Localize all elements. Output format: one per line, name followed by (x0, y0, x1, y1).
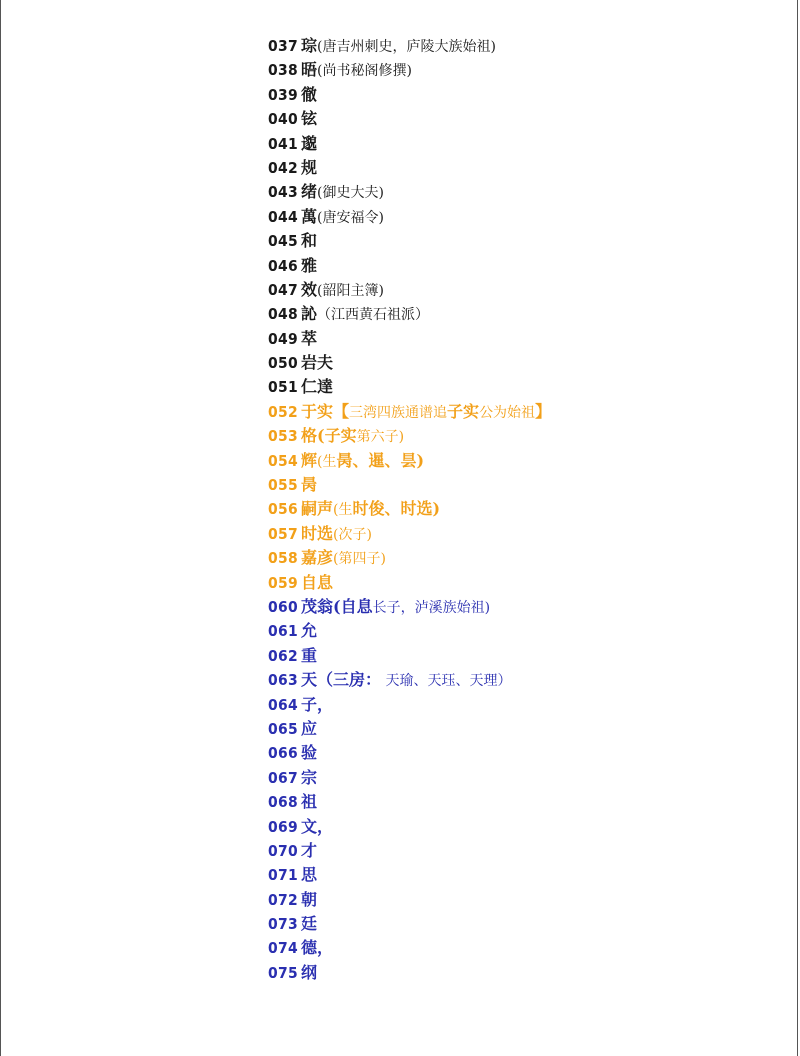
ancestor-note: 天瑜、天珏、天理） (381, 673, 512, 690)
list-item (268, 229, 551, 253)
list-item (268, 400, 551, 424)
generation-number: 058 (268, 549, 299, 568)
generation-number: 040 (268, 110, 299, 129)
generation-number: 070 (268, 841, 299, 860)
list-item (268, 156, 551, 180)
generation-number: 051 (268, 378, 299, 397)
ancestor-name: 祖 (301, 792, 318, 812)
ancestor-name: 晤 (301, 60, 318, 80)
ancestor-name: 允 (301, 621, 318, 641)
list-item (268, 790, 551, 814)
ancestor-name: 绪 (301, 182, 318, 202)
ancestor-name: 萃 (301, 328, 318, 348)
ancestor-note: (第四子) (333, 551, 386, 568)
list-item (268, 473, 551, 497)
list-item (268, 449, 551, 473)
ancestor-name: 文， (301, 816, 334, 836)
ancestor-name: 验 (301, 743, 318, 763)
ancestor-note: (生 (333, 502, 353, 519)
generation-number: 072 (268, 890, 299, 909)
list-item (268, 278, 551, 302)
ancestor-name: 訫 (301, 304, 318, 324)
generation-number: 061 (268, 622, 299, 641)
generation-number: 071 (268, 866, 299, 885)
ancestor-name: 雅 (301, 255, 318, 275)
ancestor-note: (唐安福令) (317, 209, 384, 226)
ancestor-name: 思 (301, 865, 318, 885)
ancestor-name: 琮 (301, 36, 318, 55)
list-item (268, 693, 551, 717)
ancestor-name: 铉 (301, 109, 318, 129)
list-item (268, 815, 551, 839)
ancestor-name: 于实 (301, 401, 334, 421)
generation-number: 063 (268, 671, 299, 690)
generation-number: 057 (268, 524, 299, 543)
generation-number: 067 (268, 768, 299, 787)
genealogy-list (268, 34, 551, 985)
generation-number: 066 (268, 744, 299, 763)
generation-number: 075 (268, 963, 299, 982)
list-item (268, 34, 551, 58)
ancestor-note: 子实 (447, 401, 480, 421)
generation-number: 039 (268, 85, 299, 104)
generation-number: 045 (268, 232, 299, 251)
list-item (268, 351, 551, 375)
ancestor-name: 岩夫 (301, 353, 334, 373)
ancestor-note: 时俊、时选) (352, 499, 441, 519)
ancestor-note: (次子) (333, 526, 372, 543)
ancestor-name: 重 (301, 645, 318, 665)
list-item (268, 83, 551, 107)
generation-number: 043 (268, 183, 299, 202)
generation-number: 041 (268, 134, 299, 153)
ancestor-note: (尚书秘阁修撰) (317, 63, 412, 80)
list-item (268, 327, 551, 351)
generation-number: 054 (268, 451, 299, 470)
list-item (268, 863, 551, 887)
list-item (268, 254, 551, 278)
ancestor-note: 三湾四族通谱追 (349, 404, 448, 421)
list-item (268, 58, 551, 82)
ancestor-note: (唐吉州刺史，庐陵大族始祖) (317, 39, 496, 55)
ancestor-name: 茂翁 (301, 596, 334, 616)
list-item (268, 180, 551, 204)
ancestor-name: 时选 (301, 523, 334, 543)
ancestor-note: 公为始祖 (479, 404, 536, 421)
ancestor-name: 纲 (301, 962, 318, 982)
generation-number: 059 (268, 573, 299, 592)
ancestor-note: 长子，泸溪族始祖) (372, 599, 491, 616)
ancestor-name: 和 (301, 231, 318, 251)
ancestor-name: 昺 (301, 475, 318, 495)
generation-number: 060 (268, 597, 299, 616)
ancestor-note: 】 (535, 401, 552, 421)
ancestor-name: 效 (301, 279, 318, 299)
list-item (268, 936, 551, 960)
generation-number: 065 (268, 719, 299, 738)
list-item (268, 668, 551, 692)
ancestor-note: 子实 (324, 426, 357, 446)
generation-number: 046 (268, 256, 299, 275)
list-item (268, 741, 551, 765)
generation-number: 053 (268, 427, 299, 446)
generation-number: 064 (268, 695, 299, 714)
ancestor-name: 辉 (301, 450, 318, 470)
ancestor-name: 才 (301, 840, 318, 860)
list-item (268, 839, 551, 863)
list-item (268, 497, 551, 521)
list-item (268, 595, 551, 619)
ancestor-name: 嗣声 (301, 499, 334, 519)
generation-number: 044 (268, 207, 299, 226)
ancestor-name: 萬 (301, 206, 318, 226)
generation-number: 055 (268, 476, 299, 495)
generation-number: 042 (268, 158, 299, 177)
ancestor-note: 第六子) (356, 429, 405, 446)
ancestor-name: 天 (301, 670, 318, 690)
ancestor-name: 邈 (301, 133, 318, 153)
generation-number: 037 (268, 37, 299, 55)
generation-number: 050 (268, 354, 299, 373)
list-item (268, 302, 551, 326)
list-item (268, 132, 551, 156)
ancestor-note: （三房： (317, 670, 382, 690)
ancestor-note: (御史大夫) (317, 185, 384, 202)
list-item (268, 912, 551, 936)
list-item (268, 888, 551, 912)
ancestor-name: 应 (301, 718, 318, 738)
generation-number: 056 (268, 500, 299, 519)
list-item (268, 766, 551, 790)
generation-number: 047 (268, 280, 299, 299)
ancestor-name: 徹 (301, 84, 318, 104)
generation-number: 073 (268, 915, 299, 934)
list-item (268, 571, 551, 595)
ancestor-note: ( (317, 426, 325, 446)
list-item (268, 644, 551, 668)
ancestor-note: ( (333, 596, 341, 616)
generation-number: 038 (268, 61, 299, 80)
generation-number: 068 (268, 793, 299, 812)
list-item (268, 424, 551, 448)
ancestor-name: 子， (301, 694, 334, 714)
ancestor-note: 【 (333, 401, 350, 421)
generation-number: 062 (268, 646, 299, 665)
ancestor-name: 嘉彦 (301, 548, 334, 568)
ancestor-note: 自息 (340, 596, 373, 616)
list-item (268, 961, 551, 985)
list-item (268, 375, 551, 399)
generation-number: 069 (268, 817, 299, 836)
ancestor-name: 规 (301, 157, 318, 177)
ancestor-name: 宗 (301, 767, 318, 787)
ancestor-name: 自息 (301, 572, 334, 592)
ancestor-note: 昺、暹、昙) (336, 450, 425, 470)
ancestor-note: (生 (317, 453, 337, 470)
list-item (268, 546, 551, 570)
generation-number: 048 (268, 305, 299, 324)
ancestor-name: 朝 (301, 889, 318, 909)
ancestor-note: （江西黄石祖派） (317, 307, 430, 324)
list-item (268, 107, 551, 131)
ancestor-name: 廷 (301, 914, 318, 934)
generation-number: 074 (268, 939, 299, 958)
list-item (268, 522, 551, 546)
list-item (268, 717, 551, 741)
list-item (268, 205, 551, 229)
ancestor-name: 格 (301, 426, 318, 446)
generation-number: 052 (268, 402, 299, 421)
list-item (268, 619, 551, 643)
generation-number: 049 (268, 329, 299, 348)
ancestor-note: (韶阳主簿) (317, 282, 384, 299)
ancestor-name: 德， (301, 938, 334, 958)
ancestor-name: 仁達 (301, 377, 334, 397)
